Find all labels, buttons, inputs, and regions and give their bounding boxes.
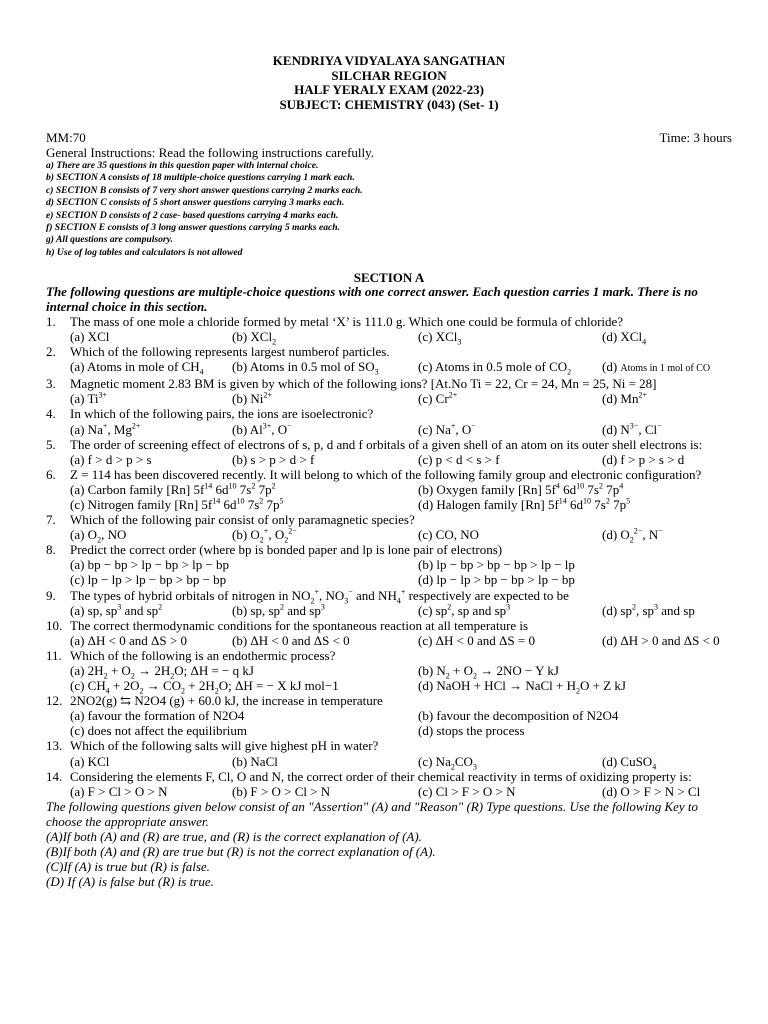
question-8-options-cd [46, 572, 732, 587]
question-text: Which of the following is an endothermic process? [70, 647, 336, 663]
option-d: (d) lp − lp > bp − bp > lp − bp [418, 572, 575, 588]
option-b: (b) s > p > d > f [232, 451, 315, 467]
option-a: (a) sp, $sp^3$ and $sp^2$ [70, 602, 163, 618]
option-a: (a) KCl [70, 753, 110, 769]
question-6-options-cd [46, 497, 732, 512]
instruction-item: d) SECTION C consists of 5 short answer questions carrying 3 marks each. [46, 197, 345, 209]
question-12-options-ab [46, 708, 732, 723]
question-number: 3. [46, 376, 56, 392]
question-8 [46, 542, 732, 557]
question-5 [46, 437, 732, 452]
question-number: 14. [46, 768, 63, 784]
key-option-b: (B)If both (A) and (R) are true but (R) is not the correct explanation of (A). [46, 844, 436, 860]
exam-page [46, 54, 732, 889]
option-c: (c) ΔH < 0 and ΔS = 0 [418, 632, 535, 648]
section-a-title: SECTION A [353, 270, 425, 286]
question-1-options [46, 328, 732, 347]
option-a: (a) F > Cl > O > N [70, 783, 168, 799]
question-9 [46, 587, 732, 606]
instruction-item: c) SECTION B consists of 7 very short answer questions carrying 2 marks each. [46, 184, 363, 196]
option-b: (b) favour the decomposition of N2O4 [418, 708, 619, 724]
question-number: 1. [46, 313, 56, 329]
question-13 [46, 738, 732, 753]
option-b: (b) $Al^{3+}$, O− [232, 421, 292, 437]
question-number: 11. [46, 647, 62, 663]
question-12-options-cd [46, 723, 732, 738]
instruction-item: a) There are 35 questions in this question paper with internal choice. [46, 160, 319, 171]
option-b: (b) lp − bp > bp − bp > lp − lp [418, 557, 575, 573]
instructions-list [46, 160, 732, 259]
question-text: The types of hybrid orbitals of nitrogen in $NO_2^+$, $NO_3^-$ and $NH_4^+$ respectively are expected to be [70, 587, 569, 606]
option-d: (d) $O_2^{2-}$, N− [602, 526, 663, 545]
question-8-options-ab [46, 557, 732, 572]
option-a: (a) $Ti^{3+}$ [70, 390, 108, 407]
option-a: (a) ΔH < 0 and ΔS > 0 [70, 632, 187, 648]
option-c: (c) p < d < s > f [418, 451, 500, 467]
question-number: 13. [46, 738, 63, 754]
marks-time-row [46, 130, 732, 145]
option-d: (d) $Mn^{2+}$ [602, 390, 647, 407]
question-2 [46, 344, 732, 359]
question-number: 5. [46, 436, 56, 452]
option-d: (d) XCl$_4$ [602, 328, 647, 347]
option-d: (d) Atoms in 1 mol of CO [602, 359, 711, 375]
instruction-item: e) SECTION D consists of 2 case- based questions carrying 4 marks each. [46, 209, 339, 221]
question-text: Which of the following pair consist of only paramagnetic species? [70, 512, 415, 528]
option-b: (b) ΔH < 0 and ΔS < 0 [232, 632, 350, 648]
option-d: (d) O > F > N > Cl [602, 783, 701, 799]
question-14 [46, 769, 732, 784]
option-c: (c) CO, NO [418, 527, 480, 543]
instruction-item: f) SECTION E consists of 3 long answer questions carrying 5 marks each. [46, 222, 340, 234]
instructions-heading: General Instructions: Read the following instructions carefully. [46, 145, 375, 160]
question-number: 7. [46, 512, 56, 528]
option-d: (d) $N^{3-}$, Cl− [602, 421, 662, 437]
instruction-item: h) Use of log tables and calculators is not allowed [46, 246, 243, 258]
option-d: (d) NaOH + HCl → NaCl + $H_2O + Z$ kJ [418, 678, 626, 696]
question-text: The order of screening effect of electrons of s, p, d and f orbitals of a given shell of an atom on its outer shell electrons is: [70, 436, 703, 452]
question-number: 6. [46, 466, 56, 482]
option-b: (b) NaCl [232, 753, 278, 769]
header-org: KENDRIYA VIDYALAYA SANGATHAN [272, 53, 506, 68]
question-text: Which of the following represents largest numberof particles. [70, 344, 390, 360]
question-9-options [46, 603, 732, 618]
question-2-options [46, 359, 732, 376]
option-a: (a) favour the formation of N2O4 [70, 708, 245, 724]
assertion-reason-intro: The following questions given below consist of an "Assertion" (A) and "Reason" (R) Type questions. Use the following Key to choose the appropriate answer. [46, 798, 699, 829]
option-d: (d) f > p > s > d [602, 451, 685, 467]
question-11-options-cd [46, 678, 732, 696]
question-13-options [46, 753, 732, 772]
option-d: (d) Halogen family [Rn] $5f^{14}$ $6d^{10}$ $7s^2$ $7p^5$ [418, 496, 631, 512]
question-10-options [46, 633, 732, 648]
option-c: (c) does not affect the equilibrium [70, 723, 248, 739]
question-6-options-ab [46, 482, 732, 497]
option-b: (b) sp, $sp^2$ and $sp^3$ [232, 602, 325, 618]
option-a: (a) $O_2$, NO [70, 527, 127, 545]
question-11-options-ab [46, 663, 732, 681]
question-text: Z = 114 has been discovered recently. It will belong to which of the following family group and electronic configuration? [70, 466, 702, 482]
option-b: (b) $Ni^{2+}$ [232, 390, 272, 407]
question-6 [46, 467, 732, 482]
option-b: (b) Oxygen family [Rn] $5f^4$ $6d^{10}$ $7s^2$ $7p^4$ [418, 481, 624, 497]
option-b: (b) $N_2 + O_2 \to 2NO - Y$ kJ [418, 663, 559, 681]
key-option-a: (A)If both (A) and (R) are true, and (R) is the correct explanation of (A). [46, 829, 422, 845]
key-option-d: (D) If (A) is false but (R) is true. [46, 874, 214, 890]
max-marks: MM:70 [46, 130, 86, 145]
option-c: (c) Nitrogen family [Rn] $5f^{14}$ $6d^{10}$ $7s^2$ $7p^5$ [70, 496, 284, 512]
option-c: (c) lp − lp > lp − bp > bp − bp [70, 572, 227, 588]
question-number: 8. [46, 542, 56, 558]
question-14-options [46, 784, 732, 799]
question-5-options [46, 452, 732, 467]
option-c: (c) $Na_2CO_3$ [418, 753, 477, 772]
option-b: (b) Atoms in 0.5 mol of $SO_3$ [232, 359, 379, 377]
option-c: (c) Na+, O− [418, 421, 476, 437]
question-11 [46, 648, 732, 663]
question-12 [46, 693, 732, 708]
question-text: The correct thermodynamic conditions for the spontaneous reaction at all temperature is [70, 617, 529, 633]
option-a: (a) Atoms in mole of $CH_4$ [70, 359, 204, 377]
question-text: Magnetic moment 2.83 BM is given by which of the following ions? [At.No Ti = 22, Cr = 24, Mn = 25, Ni = 28] [70, 376, 657, 392]
option-c: (c) $Cr^{2+}$ [418, 390, 458, 407]
time-allowed: Time: 3 hours [659, 130, 732, 145]
option-c: (c) $sp^2$, sp and $sp^3$ [418, 602, 511, 618]
option-a: (a) f > d > p > s [70, 451, 152, 467]
header-subject: SUBJECT: CHEMISTRY (043) (Set- 1) [279, 96, 499, 112]
option-b: (b) F > O > Cl > N [232, 783, 331, 799]
question-text: Considering the elements F, Cl, O and N, the correct order of their chemical reactivity in terms of oxidizing property is: [70, 768, 692, 784]
question-4-options [46, 422, 732, 437]
question-number: 10. [46, 617, 63, 633]
option-b: (b) $O_2^+$, $O_2^{2-}$ [232, 526, 297, 545]
question-3-options [46, 391, 732, 406]
option-a: (a) $2H_2 + O_2 \to 2H_2O$; ΔH = − q kJ [70, 663, 254, 681]
option-d: (d) CuSO$_4$ [602, 753, 657, 772]
option-a: (a) XCl [70, 328, 110, 344]
assertion-reason-key [46, 799, 732, 890]
question-7 [46, 512, 732, 527]
section-a-description: The following questions are multiple-choice questions with one correct answer. Each question carries 1 mark. There is no internal choice in this section. [46, 284, 698, 314]
header-exam: HALF YERALY EXAM (2022-23) [294, 82, 484, 97]
question-number: 9. [46, 587, 56, 603]
exam-header [46, 54, 732, 112]
option-a: (a) Na+, $Mg^{2+}$ [70, 421, 141, 437]
question-text: In which of the following pairs, the ions are isoelectronic? [70, 406, 374, 422]
question-text: The mass of one mole a chloride formed by metal ‘X’ is 111.0 g. Which one could be formula of chloride? [70, 313, 624, 329]
option-c: (c) Cl > F > O > N [418, 783, 516, 799]
question-3 [46, 376, 732, 391]
question-7-options [46, 526, 732, 545]
question-1 [46, 314, 732, 329]
key-option-c: (C)If (A) is true but (R) is false. [46, 859, 210, 875]
question-number: 4. [46, 406, 56, 422]
header-region: SILCHAR REGION [331, 67, 447, 83]
option-d: (d) $sp^2$, $sp^3$ and sp [602, 602, 695, 618]
option-a: (a) bp − bp > lp − bp > lp − bp [70, 557, 230, 573]
option-d: (d) ΔH > 0 and ΔS < 0 [602, 632, 720, 648]
option-c: (c) XCl$_3$ [418, 328, 462, 347]
question-4 [46, 406, 732, 421]
instruction-item: b) SECTION A consists of 18 multiple-choice questions carrying 1 mark each. [46, 172, 355, 184]
option-a: (a) Carbon family [Rn] $5f^{14}$ $6d^{10}$ $7s^2$ $7p^2$ [70, 481, 276, 497]
option-c: (c) Atoms in 0.5 mole of $CO_2$ [418, 359, 572, 377]
question-number: 2. [46, 344, 56, 360]
option-d: (d) stops the process [418, 723, 525, 739]
question-text: Predict the correct order (where bp is bonded paper and lp is lone pair of electrons) [70, 542, 503, 558]
question-text: 2NO2(g) ⇆ N2O4 (g) + 60.0 kJ, the increase in temperature [70, 693, 383, 709]
option-c: (c) $CH_4 + 2O_2 \to CO_2 + 2H_2O$; ΔH = − X kJ mol−1 [70, 678, 339, 696]
question-10 [46, 618, 732, 633]
question-number: 12. [46, 693, 63, 709]
option-b: (b) XCl$_2$ [232, 328, 277, 347]
question-text: Which of the following salts will give highest pH in water? [70, 738, 379, 754]
instruction-item: g) All questions are compulsory. [46, 234, 173, 246]
